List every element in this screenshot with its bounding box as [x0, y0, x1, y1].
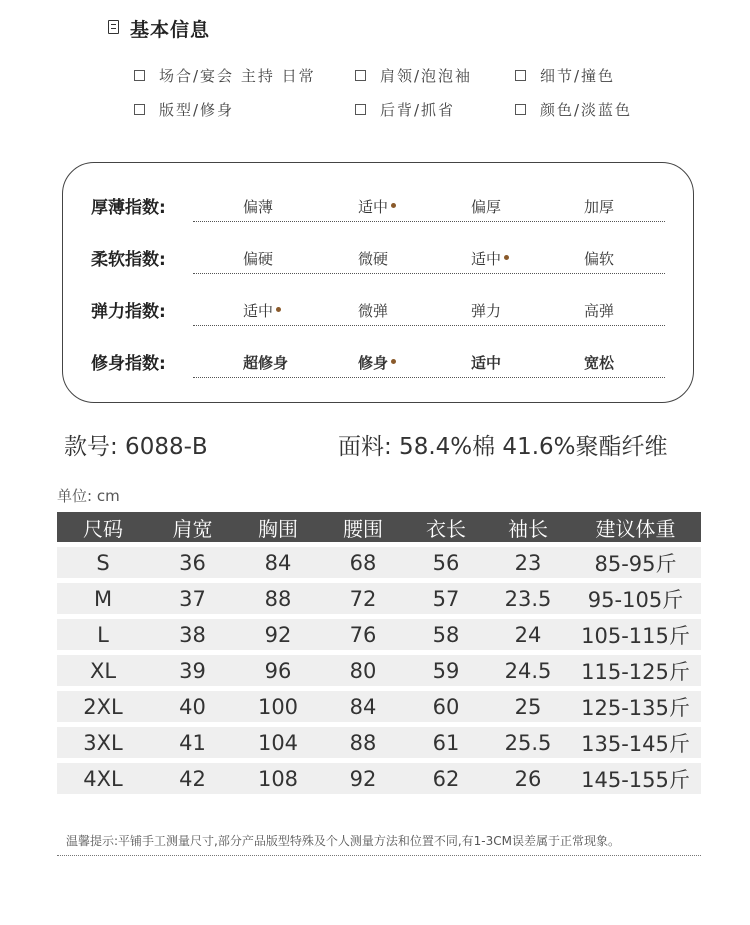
- table-row: [57, 655, 701, 686]
- info-item-detail: 细节/撞色: [515, 65, 615, 86]
- table-cell: 104: [236, 727, 320, 758]
- measurement-note: 温馨提示:平铺手工测量尺寸,部分产品版型特殊及个人测量方法和位置不同,有1-3CM误差属于正常现象。: [66, 834, 621, 848]
- index-option-label: 适中: [471, 354, 502, 372]
- table-row: [57, 619, 701, 650]
- info-item-back: 后背/抓省: [355, 99, 455, 120]
- index-divider: [193, 273, 665, 274]
- index-option-label: 高弹: [584, 302, 615, 320]
- index-option: [358, 248, 388, 269]
- table-header-row: [57, 512, 701, 542]
- info-item-collar: 肩领/泡泡袖: [355, 65, 472, 86]
- table-cell: 25: [486, 691, 570, 722]
- table-cell: 23: [486, 547, 570, 578]
- index-option: [584, 300, 614, 321]
- table-cell: M: [57, 583, 149, 614]
- table-cell: 26: [486, 763, 570, 794]
- index-option-label: 偏厚: [471, 198, 502, 216]
- table-cell: 88: [320, 727, 406, 758]
- index-divider: [193, 221, 665, 222]
- index-option-label: 偏硬: [243, 250, 274, 268]
- table-cell: 24: [486, 619, 570, 650]
- index-option-label: 超修身: [243, 354, 289, 372]
- index-option-label: 适中: [471, 250, 502, 268]
- index-option: [243, 248, 273, 269]
- unit-label: 单位: cm: [57, 487, 120, 505]
- table-cell: 41: [149, 727, 236, 758]
- index-option-label: 修身: [358, 354, 389, 372]
- index-option: [584, 352, 614, 373]
- index-divider: [193, 325, 665, 326]
- checkbox: [515, 104, 526, 115]
- index-label: 柔软指数:: [91, 250, 166, 270]
- material: 面料: 58.4%棉 41.6%聚酯纤维: [338, 434, 668, 460]
- style-number: 款号: 6088-B: [64, 434, 208, 460]
- index-option: [471, 248, 509, 269]
- checkbox: [134, 104, 145, 115]
- table-cell: 25.5: [486, 727, 570, 758]
- table-cell: 36: [149, 547, 236, 578]
- table-cell: 60: [406, 691, 486, 722]
- table-cell: 96: [236, 655, 320, 686]
- table-row: [57, 583, 701, 614]
- table-cell: 23.5: [486, 583, 570, 614]
- index-panel: [62, 162, 694, 403]
- table-row: [57, 691, 701, 722]
- table-cell: 39: [149, 655, 236, 686]
- table-cell: 58: [406, 619, 486, 650]
- index-option: [471, 352, 501, 373]
- index-option: [358, 352, 396, 373]
- index-option: [243, 196, 273, 217]
- table-cell: 68: [320, 547, 406, 578]
- index-option: [243, 352, 288, 373]
- index-option: [358, 196, 396, 217]
- index-option: [584, 196, 614, 217]
- selected-dot-icon: [276, 307, 281, 312]
- table-header-cell: 建议体重: [570, 512, 701, 542]
- table-header-cell: 肩宽: [149, 512, 236, 542]
- table-cell: 92: [320, 763, 406, 794]
- index-label: 修身指数:: [91, 354, 166, 374]
- selected-dot-icon: [504, 255, 509, 260]
- table-header-cell: 袖长: [486, 512, 570, 542]
- index-option-label: 偏薄: [243, 198, 274, 216]
- table-row: [57, 763, 701, 794]
- index-option: [471, 300, 501, 321]
- table-cell: 115-125斤: [570, 655, 701, 686]
- table-cell: 56: [406, 547, 486, 578]
- table-cell: XL: [57, 655, 149, 686]
- table-cell: 145-155斤: [570, 763, 701, 794]
- document-icon: [108, 20, 119, 34]
- table-cell: 3XL: [57, 727, 149, 758]
- table-cell: 61: [406, 727, 486, 758]
- checkbox: [134, 70, 145, 81]
- table-header-cell: 尺码: [57, 512, 149, 542]
- table-cell: 76: [320, 619, 406, 650]
- table-cell: 125-135斤: [570, 691, 701, 722]
- checkbox: [515, 70, 526, 81]
- index-option: [243, 300, 281, 321]
- table-cell: 42: [149, 763, 236, 794]
- table-cell: 84: [320, 691, 406, 722]
- table-cell: 59: [406, 655, 486, 686]
- info-item-occasion: 场合/宴会 主持 日常: [134, 65, 316, 86]
- selected-dot-icon: [391, 359, 396, 364]
- size-table: [57, 507, 701, 799]
- table-header-cell: 衣长: [406, 512, 486, 542]
- table-cell: 95-105斤: [570, 583, 701, 614]
- info-item-fit: 版型/修身: [134, 99, 234, 120]
- index-divider: [193, 377, 665, 378]
- table-cell: 62: [406, 763, 486, 794]
- index-option-label: 加厚: [584, 198, 615, 216]
- index-label: 厚薄指数:: [91, 198, 166, 218]
- table-cell: 4XL: [57, 763, 149, 794]
- index-option-label: 适中: [243, 302, 274, 320]
- table-cell: 108: [236, 763, 320, 794]
- info-item-color: 颜色/淡蓝色: [515, 99, 632, 120]
- index-label: 弹力指数:: [91, 302, 166, 322]
- index-option: [471, 196, 501, 217]
- table-row: [57, 547, 701, 578]
- note-divider: [57, 855, 701, 856]
- table-cell: 38: [149, 619, 236, 650]
- index-option-label: 适中: [358, 198, 389, 216]
- index-option-label: 微弹: [358, 302, 389, 320]
- index-option: [584, 248, 614, 269]
- table-header-cell: 胸围: [236, 512, 320, 542]
- table-cell: 72: [320, 583, 406, 614]
- table-cell: 85-95斤: [570, 547, 701, 578]
- checkbox: [355, 104, 366, 115]
- table-cell: 2XL: [57, 691, 149, 722]
- table-cell: 57: [406, 583, 486, 614]
- checkbox: [355, 70, 366, 81]
- index-option-label: 偏软: [584, 250, 615, 268]
- index-option-label: 弹力: [471, 302, 502, 320]
- table-row: [57, 727, 701, 758]
- index-option-label: 微硬: [358, 250, 389, 268]
- table-cell: 92: [236, 619, 320, 650]
- index-option-label: 宽松: [584, 354, 615, 372]
- table-cell: 88: [236, 583, 320, 614]
- table-cell: 40: [149, 691, 236, 722]
- table-cell: 105-115斤: [570, 619, 701, 650]
- table-cell: 135-145斤: [570, 727, 701, 758]
- table-cell: L: [57, 619, 149, 650]
- table-cell: 100: [236, 691, 320, 722]
- table-cell: 37: [149, 583, 236, 614]
- table-cell: S: [57, 547, 149, 578]
- table-cell: 84: [236, 547, 320, 578]
- table-header-cell: 腰围: [320, 512, 406, 542]
- table-cell: 80: [320, 655, 406, 686]
- section-title: 基本信息: [130, 19, 211, 41]
- index-option: [358, 300, 388, 321]
- table-cell: 24.5: [486, 655, 570, 686]
- selected-dot-icon: [391, 203, 396, 208]
